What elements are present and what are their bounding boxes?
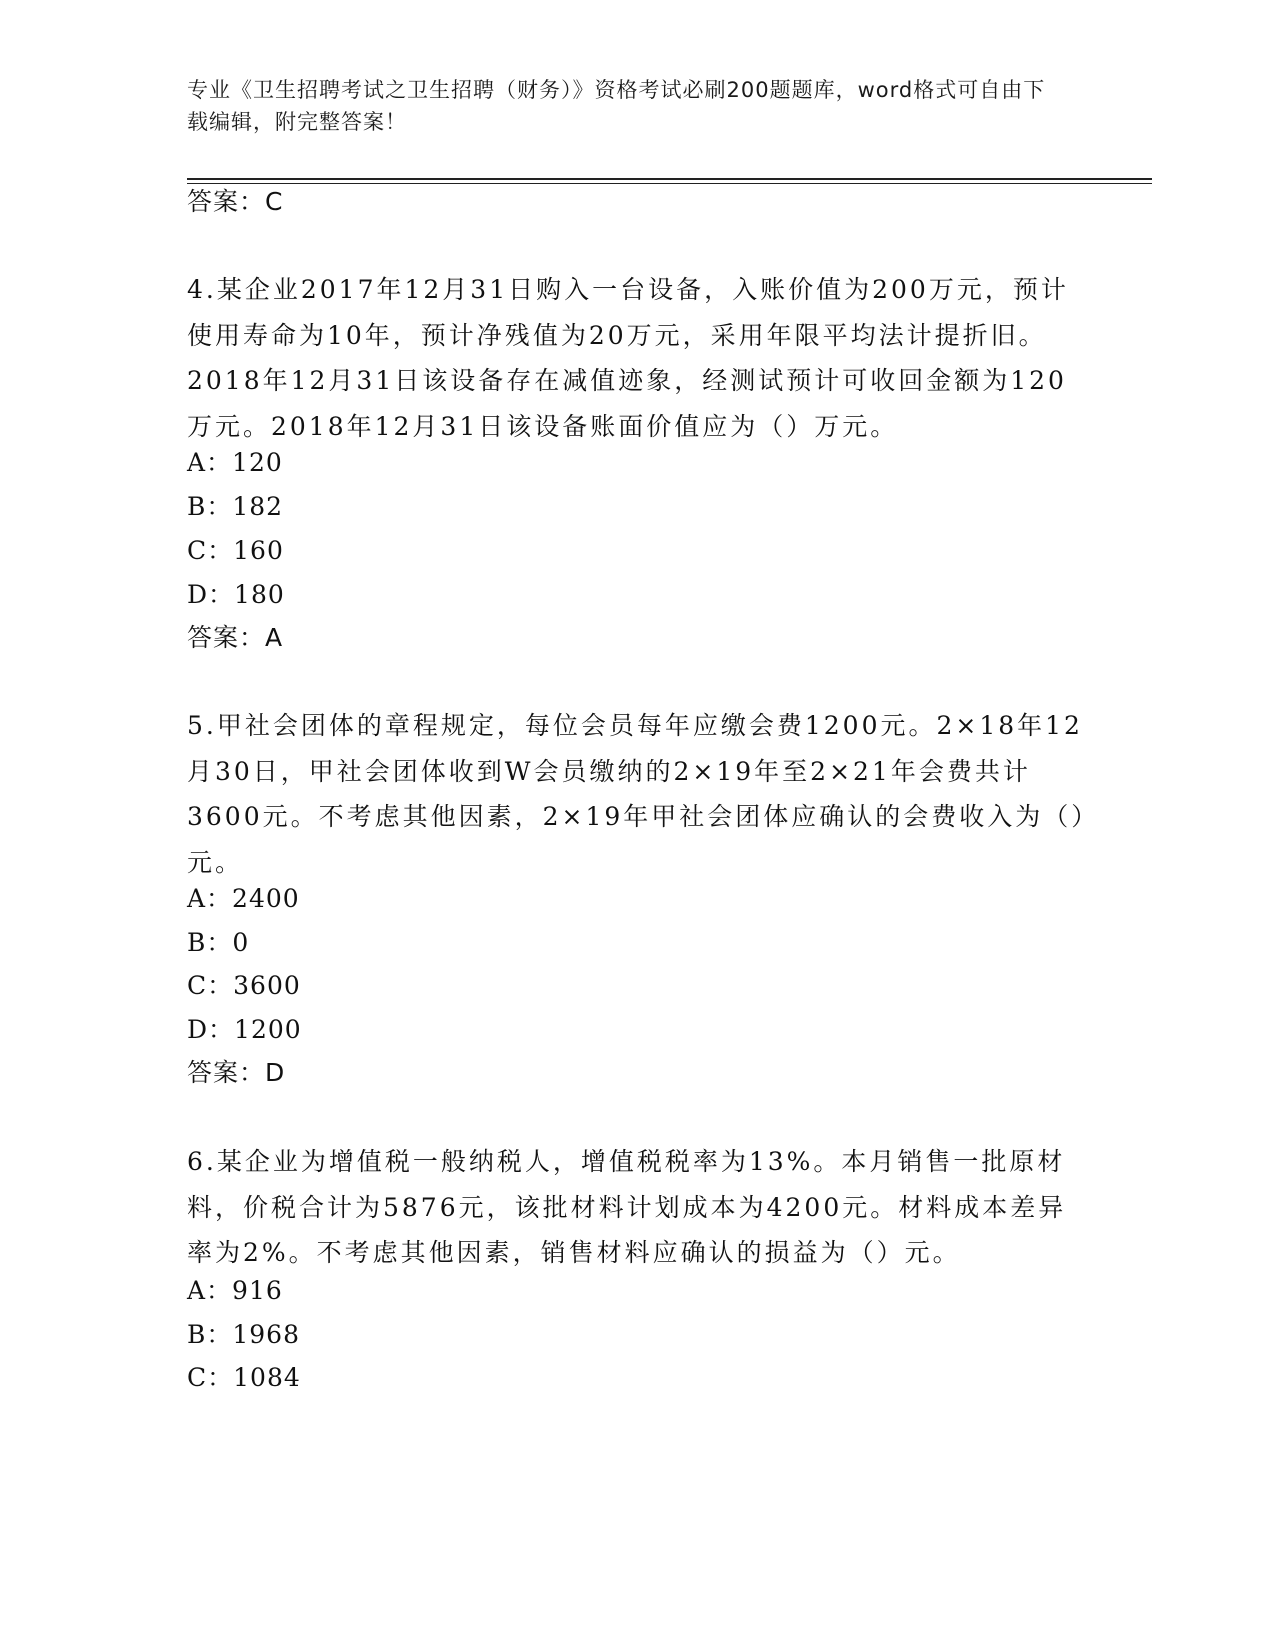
question-5-stem: 5.甲社会团体的章程规定，每位会员每年应缴会费1200元。2×18年12月30日，甲社会团体收到W会员缴纳的2×19年至2×21年会费共计3600元。不考虑其他因素，2×19年甲社会团体应确认的会费收入为（）元。 — [187, 711, 1087, 877]
header-divider-thick — [187, 178, 1152, 180]
question-5-option-c: C：3600 — [187, 971, 301, 1000]
previous-answer: 答案：C — [187, 187, 284, 216]
question-4-option-d: D：180 — [187, 580, 285, 609]
question-4-answer: 答案：A — [187, 623, 284, 652]
question-5-option-b: B：0 — [187, 928, 250, 957]
question-4-option-a: A：120 — [187, 448, 283, 477]
question-6-option-a: A：916 — [187, 1276, 283, 1305]
question-4-option-c: C：160 — [187, 536, 284, 565]
question-5-option-d: D：1200 — [187, 1015, 302, 1044]
question-4-option-b: B：182 — [187, 492, 284, 521]
question-6-option-c: C：1084 — [187, 1363, 301, 1392]
question-5-option-a: A：2400 — [187, 884, 300, 913]
question-5-answer: 答案：D — [187, 1058, 286, 1087]
question-6-stem: 6.某企业为增值税一般纳税人，增值税税率为13%。本月销售一批原材料，价税合计为5876元，该批材料计划成本为4200元。材料成本差异率为2%。不考虑其他因素，销售材料应确认的损益为（）元。 — [187, 1147, 1067, 1267]
document-header: 专业《卫生招聘考试之卫生招聘（财务）》资格考试必刷200题题库，word格式可自由下载编辑，附完整答案！ — [187, 78, 1046, 134]
question-4-stem: 4.某企业2017年12月31日购入一台设备，入账价值为200万元，预计使用寿命为10年，预计净残值为20万元，采用年限平均法计提折旧。2018年12月31日该设备存在减值迹象，经测试预计可收回金额为120万元。2018年12月31日该设备账面价值应为（）万元。 — [187, 275, 1069, 441]
header-divider-thin — [187, 183, 1152, 184]
question-6-option-b: B：1968 — [187, 1320, 300, 1349]
